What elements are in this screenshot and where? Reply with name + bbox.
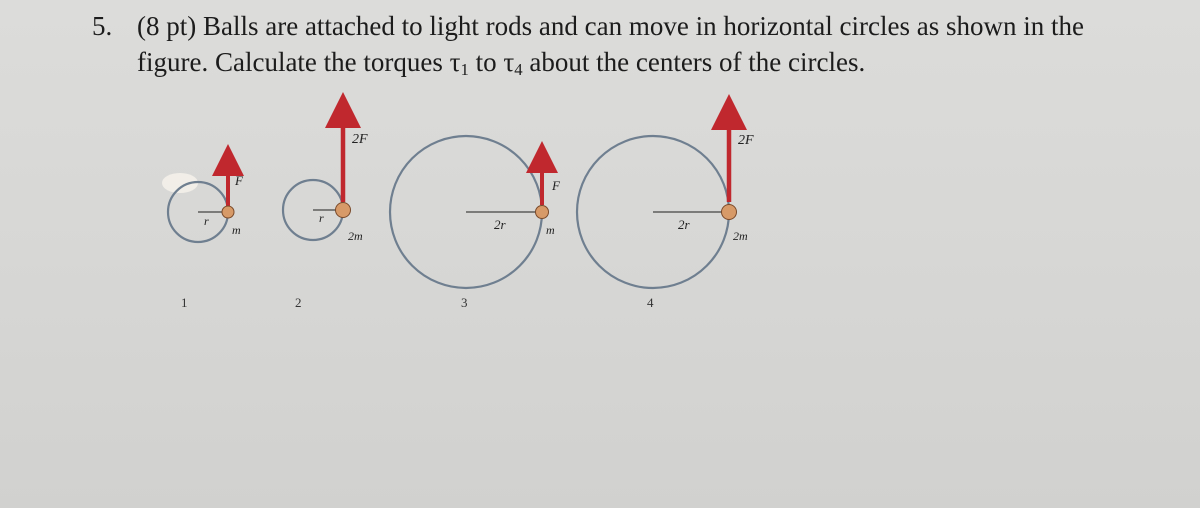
radius-label: 2r [678,217,690,232]
radius-label: r [204,214,209,228]
force-label: F [552,178,560,193]
ball [722,205,737,220]
mass-label: m [546,223,555,237]
panel-index: 4 [647,295,654,310]
panel-index: 2 [295,295,302,310]
force-label: F [235,173,243,188]
mass-label: 2m [348,229,363,243]
ball [336,203,351,218]
tau-4-subscript: 4 [514,60,523,80]
panel-3 [390,136,561,310]
force-label: 2F [738,133,754,148]
problem-text-2b: to [468,47,504,77]
mass-label: 2m [733,229,748,243]
panel-2 [283,110,368,310]
ball [536,206,549,219]
tau-symbol: τ [449,47,461,77]
mass-label: m [232,223,241,237]
tau-symbol: τ [503,47,515,77]
radius-label: 2r [494,217,506,232]
radius-label: r [319,211,324,225]
panel-index: 3 [461,295,468,310]
panel-4 [577,112,754,310]
problem-text-2c: about the centers of the circles. [522,47,866,77]
problem-number: 5. [92,11,113,41]
force-label: 2F [352,132,368,147]
problem-text-2a: figure. Calculate the torques [137,47,450,77]
tau-1-subscript: 1 [460,60,469,80]
panel-index: 1 [181,295,188,310]
panel-1 [162,160,244,310]
problem-text-1: (8 pt) Balls are attached to light rods and can move in horizontal circles as shown in the [137,11,1084,41]
ball [222,206,234,218]
